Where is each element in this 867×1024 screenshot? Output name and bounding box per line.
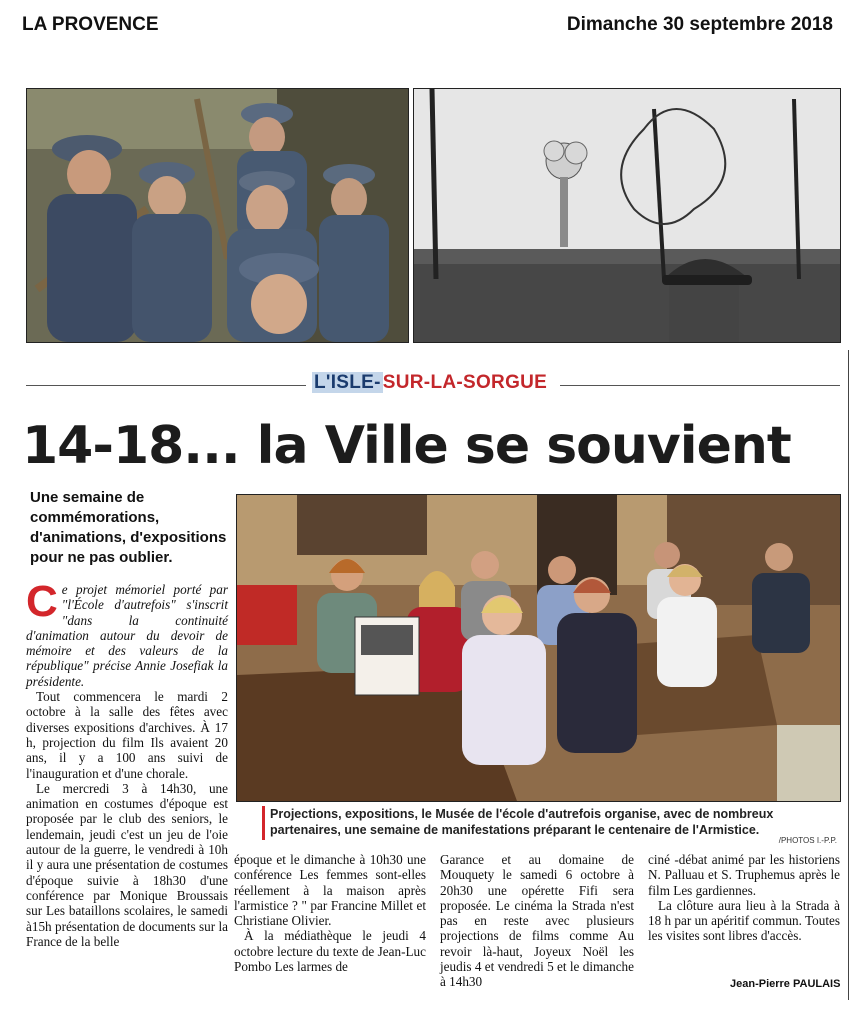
kicker-rule-right	[560, 385, 840, 386]
col3-para1: Garance et au domaine de Mouquety le samedi 6 octobre à 20h30 une opérette Fifi sera proposée. Le cinéma la Strada n'est pas en reste avec plusieurs projections de films comme Au revoir là-haut, Joyeux Noël les jeudis 4 et vendredi 5 et le dimanche à 14h30	[440, 852, 634, 990]
publication-date: Dimanche 30 septembre 2018	[566, 14, 833, 35]
col1-para2: Tout commencera le mardi 2 octobre à la salle des fêtes avec diverses expositions d'archives. À 17 h, projection du film Ils avaient 20 ans, il y a 100 ans suivi de l'inauguration et d'une chorale.	[26, 689, 228, 781]
kicker-part2: SUR-LA-SORGUE	[382, 372, 548, 393]
article-lead: Une semaine de commémorations, d'animations, d'expositions pour ne pas oublier.	[30, 489, 227, 566]
col2-para1: époque et le dimanche à 10h30 une conférence Les femmes sont-elles réellement à la maison après l'armistice ? " par Francine Millet et Christiane Olivier.	[234, 852, 426, 929]
col1-para1: e projet mémoriel porté par "l'École d'autrefois" s'inscrit "dans la continuité d'animation autour du devoir de mémoire et des valeurs de la république" précise Annie Josefiak la présidente.	[26, 582, 228, 689]
col1-para3: Le mercredi 3 à 14h30, une animation en costumes d'époque est proposée par le club des seniors, le lendemain, jeudi c'est un jeu de l'oie autour de la guerre, le vendredi à 10h il y aura une présentation de costumes d'époque suivie à 18h30 d'une conférence par Monique Broussais sur Les bataillons scolaires, le samedi à15h présentation de documents sur la France de la belle	[26, 780, 228, 949]
drop-cap: C	[26, 577, 58, 626]
col2-para2: À la médiathèque le jeudi 4 octobre lecture du texte de Jean-Luc Pombo Les larmes de	[234, 928, 426, 975]
photo-group-classroom	[236, 494, 841, 802]
section-kicker	[312, 372, 547, 394]
photo-soldiers-trench	[26, 88, 409, 343]
photo-credit: /PHOTOS I.-P.P.	[778, 836, 837, 845]
col4-para1: ciné -débat animé par les historiens N. Palluau et S. Truphemus après le film Les gardiennes.	[648, 852, 840, 898]
classroom-illustration	[237, 495, 840, 801]
column-3	[440, 852, 634, 990]
column-separator	[848, 350, 849, 1000]
newspaper-name: LA PROVENCE	[22, 14, 159, 35]
soldiers-illustration	[27, 89, 408, 342]
photo-battlefield-engraving	[413, 88, 841, 343]
column-2	[234, 852, 426, 974]
col4-para2: La clôture aura lieu à la Strada à 18 h par un apéritif commun. Toutes les visites sont libres d'accès.	[648, 897, 840, 944]
column-4	[648, 852, 840, 944]
headline: 14-18... la Ville se souvient	[22, 416, 791, 476]
caption-marker	[262, 806, 265, 840]
photo-caption: Projections, expositions, le Musée de l'école d'autrefois organise, avec de nombreux partenaires, une semaine de manifestations préparant le centenaire de l'Armistice.	[270, 807, 774, 837]
battlefield-illustration	[414, 89, 840, 342]
column-1	[26, 577, 228, 949]
author-signature: Jean-Pierre PAULAIS	[730, 978, 841, 990]
kicker-part1: L'ISLE-	[314, 372, 381, 393]
kicker-rule-left	[26, 385, 306, 386]
